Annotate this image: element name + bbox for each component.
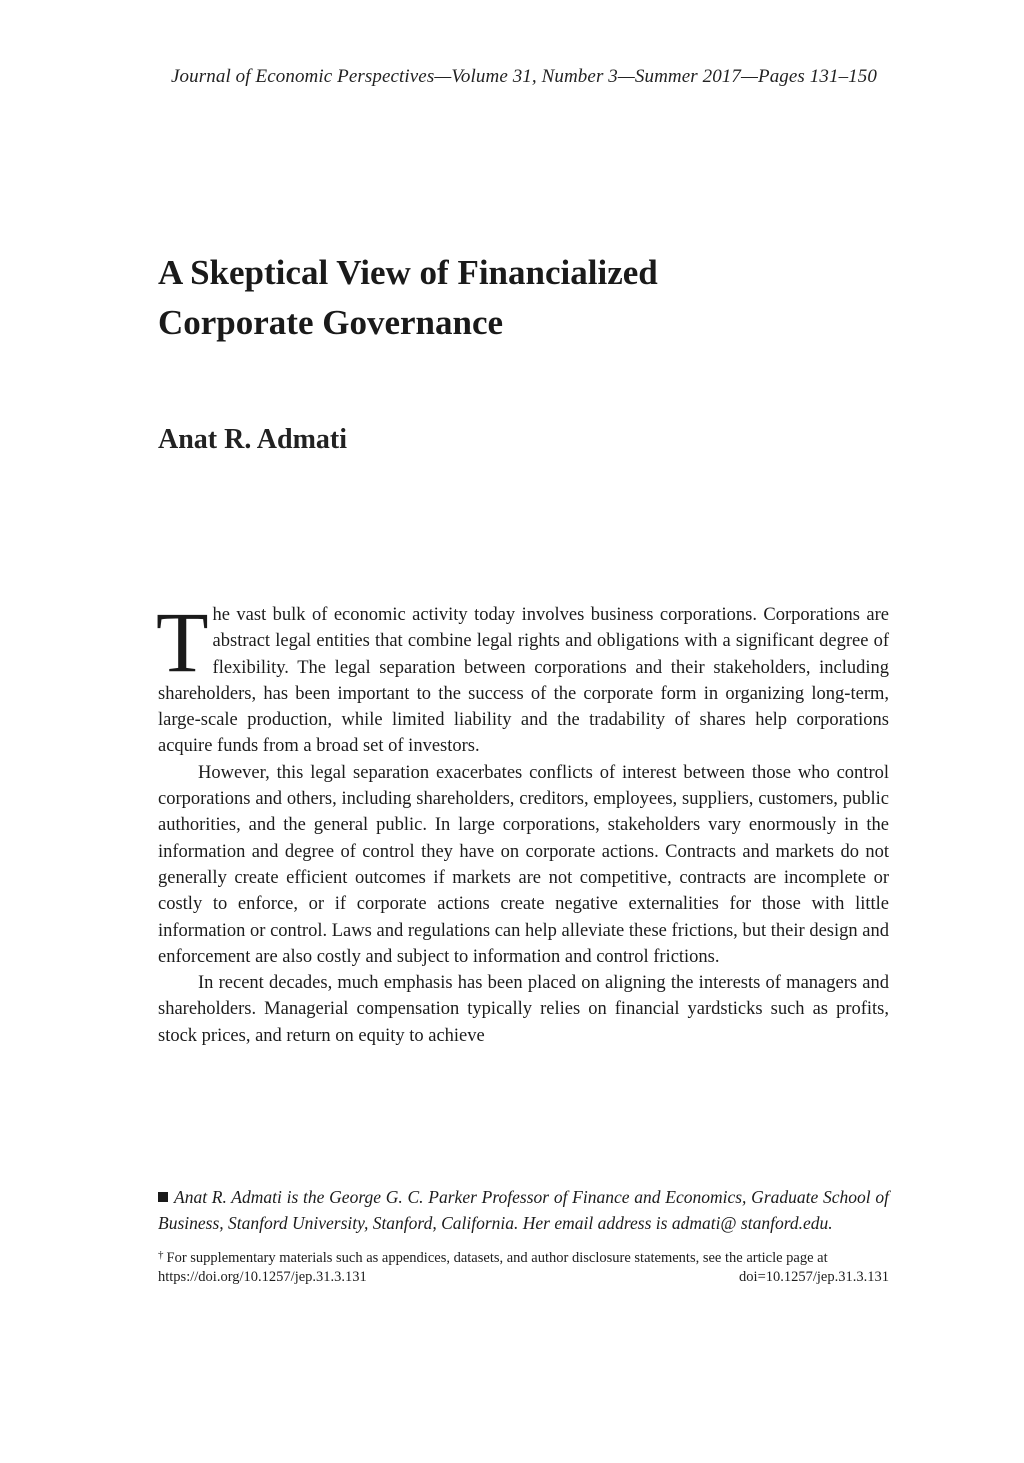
author-name: Anat R. Admati <box>158 424 348 455</box>
supplementary-footnote <box>158 1246 889 1268</box>
dagger-mark: † <box>158 1249 164 1261</box>
footnotes <box>158 1185 889 1287</box>
paragraph-2: However, this legal separation exacerbates conflicts of interest between those who control corporations and others, including shareholders, creditors, employees, suppliers, customers, public authorities, and the general public. In large corporations, stakeholders vary enormously in the information and degree of control they have on corporate actions. Contracts and markets do not generally create efficient outcomes if markets are not competitive, contracts are incomplete or costly to enforce, or if corporate actions create negative externalities for those with little information or control. Laws and regulations can help alleviate these frictions, but their design and enforcement are also costly and subject to information and control frictions. <box>158 762 889 967</box>
paragraph-1 <box>156 594 889 760</box>
drop-cap: T <box>156 594 209 690</box>
supplementary-text: For supplementary materials such as appendices, datasets, and author disclosure statements, see the article page at <box>166 1250 828 1266</box>
paragraph-1-text: he vast bulk of economic activity today involves business corporations. Corporations are abstract legal entities that combine legal rights and obligations with a significant degree of flexibility. The legal separation between corporations and their stakeholders, including shareholders, has been important to the success of the corporate form in organizing long-term, large-scale production, while limited liability and the tradability of shares help corporations acquire funds from a broad set of investors. <box>158 605 889 757</box>
footnote-links <box>158 1268 889 1287</box>
article-url-link[interactable]: https://doi.org/10.1257/jep.31.3.131 <box>158 1269 367 1285</box>
title-line-2: Corporate Governance <box>158 303 504 342</box>
article-title <box>158 248 878 348</box>
doi-label: doi=10.1257/jep.31.3.131 <box>739 1269 889 1285</box>
article-body <box>156 594 889 1049</box>
author-footnote-text: Anat R. Admati is the George G. C. Parker Professor of Finance and Economics, Graduate School of Business, Stanford University, Stanford, California. Her email address is admati@ stanford.edu. <box>158 1187 889 1233</box>
author-footnote <box>158 1185 889 1236</box>
paragraph-3: In recent decades, much emphasis has been placed on aligning the interests of managers and shareholders. Managerial compensation typically relies on financial yardsticks such as profits, stock prices, and return on equity to achieve <box>158 973 889 1046</box>
title-line-1: A Skeptical View of Financialized <box>158 253 658 292</box>
running-head: Journal of Economic Perspectives—Volume 31, Number 3—Summer 2017—Pages 131–150 <box>171 66 877 87</box>
square-bullet-icon <box>158 1192 168 1202</box>
